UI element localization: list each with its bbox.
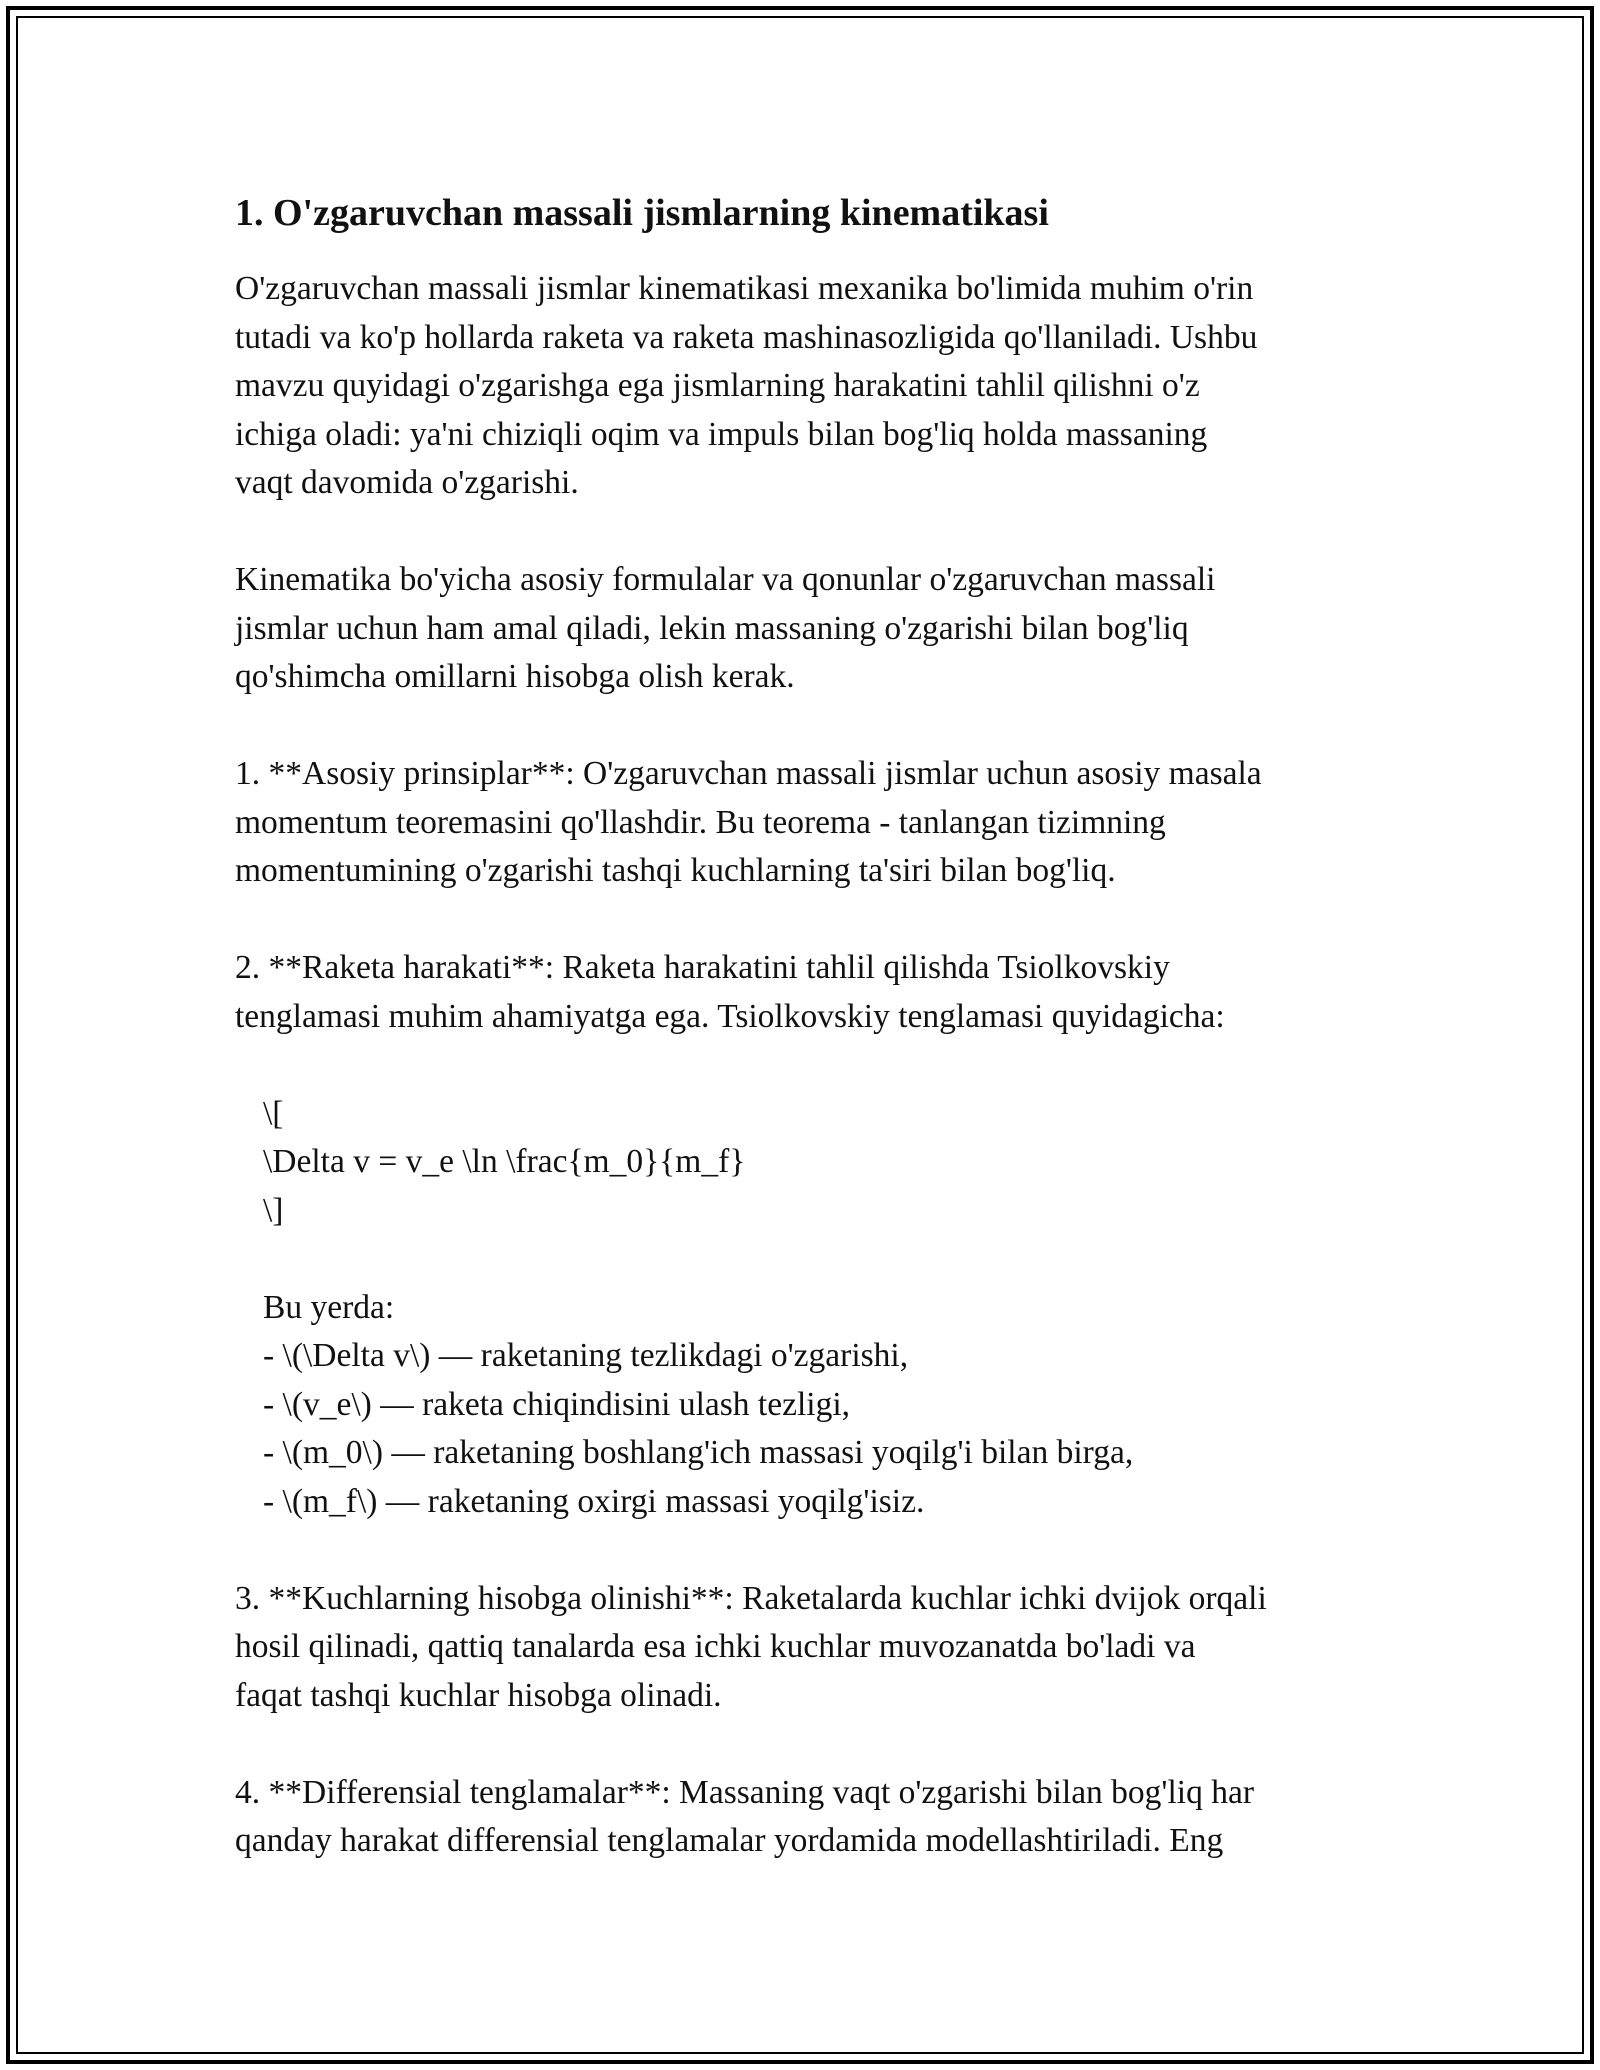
list-item-2 bbox=[235, 944, 1375, 1526]
text-line: qanday harakat differensial tenglamalar yordamida modellashtiriladi. Eng bbox=[235, 1822, 1224, 1859]
text-line: 3. **Kuchlarning hisobga olinishi**: Raketalarda kuchlar ichki dvijok orqali bbox=[235, 1579, 1267, 1617]
text-line: qo'shimcha omillarni hisobga olish kerak. bbox=[235, 658, 795, 695]
list-item-4 bbox=[235, 1769, 1375, 1866]
where-item: - \(m_0\) — raketaning boshlang'ich massasi yoqilg'i bilan birga, bbox=[263, 1434, 1134, 1471]
document-title: 1. O'zgaruvchan massali jismlarning kinematikasi bbox=[235, 192, 1049, 234]
formula-line: \] bbox=[263, 1191, 284, 1229]
text-line: momentum teoremasini qo'llashdir. Bu teorema - tanlangan tizimning bbox=[235, 803, 1166, 841]
text-line: tenglamasi muhim ahamiyatga ega. Tsiolkovskiy tenglamasi quyidagicha: bbox=[235, 997, 1225, 1035]
formula-line: \[ bbox=[263, 1094, 284, 1132]
text-line: 4. **Differensial tenglamalar**: Massaning vaqt o'zgarishi bilan bog'liq har bbox=[235, 1773, 1254, 1811]
text-line: hosil qilinadi, qattiq tanalarda esa ichki kuchlar muvozanatda bo'ladi va bbox=[235, 1628, 1196, 1665]
intro-paragraph bbox=[235, 265, 1375, 508]
text-line: jismlar uchun ham amal qiladi, lekin massaning o'zgarishi bilan bog'liq bbox=[235, 609, 1189, 647]
text-line: O'zgaruvchan massali jismlar kinematikasi mexanika bo'limida muhim o'rin bbox=[235, 270, 1254, 307]
text-line: 2. **Raketa harakati**: Raketa harakatini tahlil qilishda Tsiolkovskiy bbox=[235, 949, 1170, 986]
text-line: vaqt davomida o'zgarishi. bbox=[235, 464, 579, 501]
second-paragraph bbox=[235, 556, 1375, 702]
text-line: 1. **Asosiy prinsiplar**: O'zgaruvchan massali jismlar uchun asosiy masala bbox=[235, 755, 1262, 792]
text-line: mavzu quyidagi o'zgarishga ega jismlarning harakatini tahlil qilishni o'z bbox=[235, 367, 1200, 404]
text-line: faqat tashqi kuchlar hisobga olinadi. bbox=[235, 1676, 722, 1714]
list-item-3 bbox=[235, 1575, 1375, 1721]
document-page bbox=[235, 185, 1375, 1914]
list-item-1 bbox=[235, 750, 1375, 896]
text-line: momentumining o'zgarishi tashqi kuchlarning ta'siri bilan bog'liq. bbox=[235, 852, 1116, 889]
formula-block bbox=[235, 1090, 1375, 1527]
where-heading: Bu yerda: bbox=[263, 1288, 395, 1326]
where-item: - \(m_f\) — raketaning oxirgi massasi yoqilg'isiz. bbox=[263, 1482, 925, 1520]
formula-line: \Delta v = v_e \ln \frac{m_0}{m_f} bbox=[263, 1143, 746, 1180]
where-item: - \(v_e\) — raketa chiqindisini ulash tezligi, bbox=[263, 1385, 851, 1423]
text-line: Kinematika bo'yicha asosiy formulalar va qonunlar o'zgaruvchan massali bbox=[235, 561, 1216, 598]
text-line: tutadi va ko'p hollarda raketa va raketa mashinasozligida qo'llaniladi. Ushbu bbox=[235, 318, 1258, 356]
where-item: - \(\Delta v\) — raketaning tezlikdagi o'zgarishi, bbox=[263, 1337, 909, 1374]
text-line: ichiga oladi: ya'ni chiziqli oqim va impuls bilan bog'liq holda massaning bbox=[235, 415, 1208, 453]
